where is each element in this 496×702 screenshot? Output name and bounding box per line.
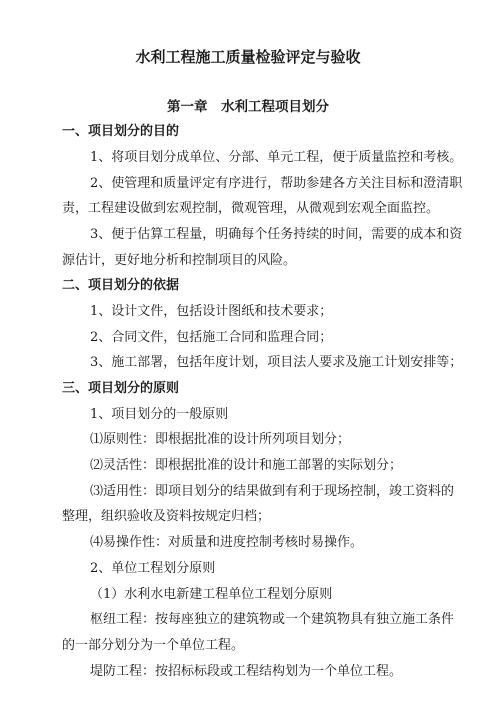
paragraph-line: 3、施工部署，包括年度计划，项目法人要求及施工计划安排等； (90, 355, 463, 370)
paragraph-line: ⑴原则性：即根据批准的设计所列项目划分； (90, 432, 351, 447)
section-heading-principles: 三、项目划分的原则 (62, 381, 180, 396)
section-heading-purpose: 一、项目划分的目的 (62, 124, 180, 139)
paragraph-line: 2、使管理和质量评定有序进行，帮助参建各方关注目标和澄清职 (90, 176, 463, 191)
paragraph-line: ⑵灵活性：即根据批准的设计和施工部署的实际划分； (90, 458, 403, 473)
paragraph-line: 的一部分划分为一个单位工程。 (62, 638, 245, 653)
paragraph-line: ⑷易操作性：对质量和进度控制考核时易操作。 (90, 535, 364, 550)
chapter-heading: 第一章 水利工程项目划分 (167, 99, 329, 115)
paragraph-line: 1、项目划分的一般原则 (90, 407, 229, 422)
paragraph-line: 2、合同文件，包括施工合同和监理合同； (90, 330, 333, 345)
paragraph-line: ⑶适用性：即项目划分的结果做到有利于现场控制，竣工资料的 (90, 484, 455, 499)
paragraph-line: 枢纽工程：按每座独立的建筑物或一个建筑物具有独立施工条件 (90, 612, 455, 627)
paragraph-line: （1）水利水电新建工程单位工程划分原则 (90, 587, 333, 602)
paragraph-line: 3、便于估算工程量，明确每个任务持续的时间，需要的成本和资 (90, 227, 463, 242)
paragraph-line: 源估计，更好地分析和控制项目的风险。 (62, 253, 297, 268)
paragraph-line: 1、将项目划分成单位、分部、单元工程，便于质量监控和考核。 (90, 150, 463, 165)
paragraph-line: 整理，组织验收及资料按规定归档； (62, 509, 271, 524)
paragraph-line: 责，工程建设做到宏观控制，微观管理，从微观到宏观全面监控。 (62, 201, 440, 216)
section-heading-basis: 二、项目划分的依据 (62, 278, 180, 293)
paragraph-line: 2、单位工程划分原则 (90, 561, 216, 576)
document-title: 水利工程施工质量检验评定与验收 (135, 48, 361, 66)
paragraph-line: 1、设计文件，包括设计图纸和技术要求； (90, 304, 333, 319)
paragraph-line: 堤防工程：按招标标段或工程结构划为一个单位工程。 (90, 664, 403, 679)
